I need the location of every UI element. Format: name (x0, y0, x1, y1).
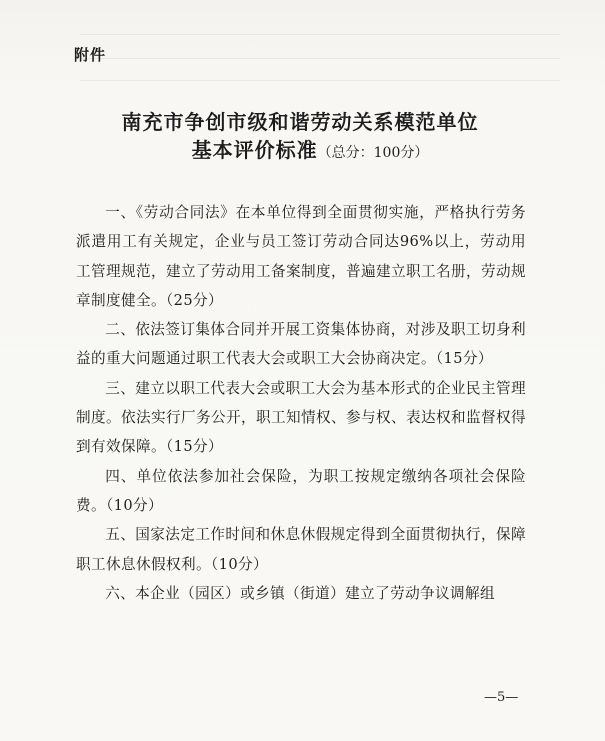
criterion-paragraph: 二、依法签订集体合同并开展工资集体协商，对涉及职工切身利益的重大问题通过职工代表大会或职工大会协商决定。（15分） (76, 321, 526, 368)
criteria-body (76, 198, 526, 608)
criterion-paragraph: 六、本企业（园区）或乡镇（街道）建立了劳动争议调解组 (105, 584, 496, 602)
scan-bleed-line (80, 58, 560, 59)
scan-bleed-line (80, 34, 560, 35)
subtitle-main: 基本评价标准 (191, 138, 318, 162)
scan-bleed-line (80, 80, 560, 81)
document-subtitle (140, 134, 480, 163)
total-score-note: （总分：100分） (317, 145, 429, 161)
document-title: 南充市争创市级和谐劳动关系模范单位 (121, 110, 479, 134)
criterion-paragraph: 四、单位依法参加社会保险，为职工按规定缴纳各项社会保险费。（10分） (76, 467, 526, 514)
criterion-paragraph: 一、《劳动合同法》在本单位得到全面贯彻实施，严格执行劳务派遣用工有关规定，企业与员工签订劳动合同达96%以上，劳动用工管理规范，建立了劳动用工备案制度，普遍建立职工名册，劳动规章制度健全。（25分） (76, 204, 526, 309)
attachment-label: 附件 (74, 46, 107, 64)
page-number: —5— (484, 690, 519, 705)
criterion-paragraph: 三、建立以职工代表大会或职工大会为基本形式的企业民主管理制度。依法实行厂务公开，职工知情权、参与权、表达权和监督权得到有效保障。（15分） (76, 379, 526, 456)
criterion-paragraph: 五、国家法定工作时间和休息休假规定得到全面贯彻执行，保障职工休息休假权利。（10分） (76, 526, 526, 573)
